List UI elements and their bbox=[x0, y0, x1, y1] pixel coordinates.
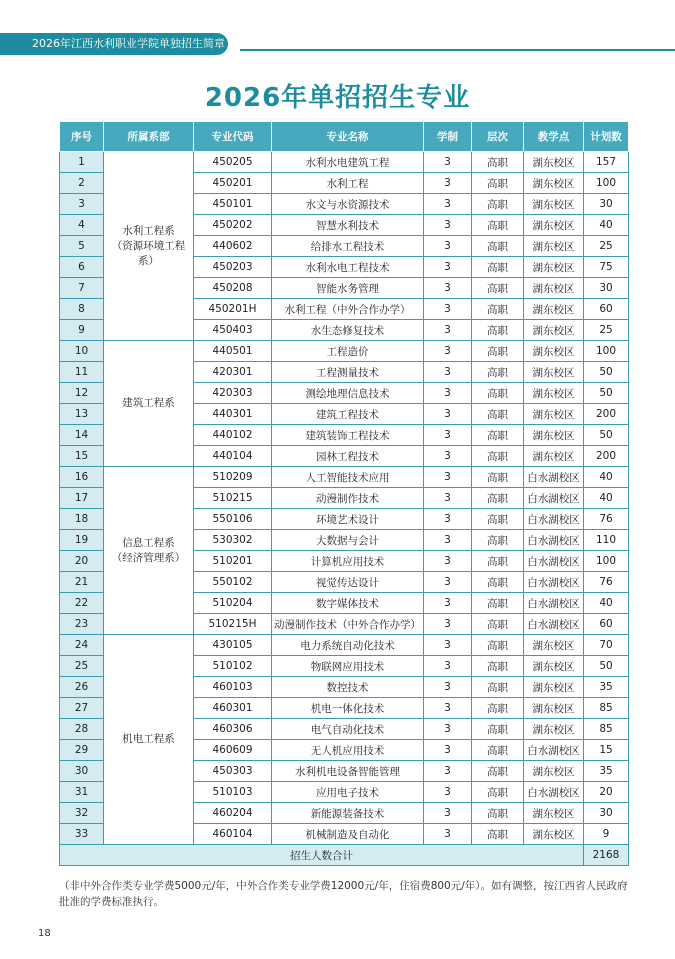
major-code: 450403 bbox=[194, 320, 272, 341]
plan-count: 9 bbox=[584, 824, 629, 845]
duration: 3 bbox=[424, 509, 472, 530]
major-code: 420301 bbox=[194, 362, 272, 383]
major-code: 460204 bbox=[194, 803, 272, 824]
row-index: 12 bbox=[60, 383, 104, 404]
major-name: 水利水电工程技术 bbox=[272, 257, 424, 278]
department-cell: 信息工程系 （经济管理系） bbox=[104, 467, 194, 635]
major-name: 测绘地理信息技术 bbox=[272, 383, 424, 404]
major-name: 建筑工程技术 bbox=[272, 404, 424, 425]
duration: 3 bbox=[424, 635, 472, 656]
duration: 3 bbox=[424, 467, 472, 488]
level: 高职 bbox=[472, 698, 524, 719]
campus: 湖东校区 bbox=[524, 362, 584, 383]
campus: 湖东校区 bbox=[524, 173, 584, 194]
major-code: 510209 bbox=[194, 467, 272, 488]
major-name: 物联网应用技术 bbox=[272, 656, 424, 677]
column-header: 教学点 bbox=[524, 122, 584, 152]
level: 高职 bbox=[472, 509, 524, 530]
major-code: 530302 bbox=[194, 530, 272, 551]
major-code: 440602 bbox=[194, 236, 272, 257]
duration: 3 bbox=[424, 572, 472, 593]
level: 高职 bbox=[472, 362, 524, 383]
major-name: 应用电子技术 bbox=[272, 782, 424, 803]
major-name: 机械制造及自动化 bbox=[272, 824, 424, 845]
major-code: 460609 bbox=[194, 740, 272, 761]
plan-count: 100 bbox=[584, 341, 629, 362]
level: 高职 bbox=[472, 530, 524, 551]
campus: 白水湖校区 bbox=[524, 530, 584, 551]
campus: 白水湖校区 bbox=[524, 488, 584, 509]
level: 高职 bbox=[472, 173, 524, 194]
level: 高职 bbox=[472, 341, 524, 362]
plan-count: 76 bbox=[584, 509, 629, 530]
department-cell: 建筑工程系 bbox=[104, 341, 194, 467]
department-cell: 机电工程系 bbox=[104, 635, 194, 845]
plan-count: 25 bbox=[584, 236, 629, 257]
level: 高职 bbox=[472, 488, 524, 509]
majors-table bbox=[59, 121, 629, 866]
row-index: 1 bbox=[60, 152, 104, 173]
campus: 白水湖校区 bbox=[524, 593, 584, 614]
duration: 3 bbox=[424, 215, 472, 236]
level: 高职 bbox=[472, 446, 524, 467]
major-code: 460104 bbox=[194, 824, 272, 845]
page-number: 18 bbox=[38, 928, 51, 939]
row-index: 22 bbox=[60, 593, 104, 614]
level: 高职 bbox=[472, 614, 524, 635]
major-name: 数控技术 bbox=[272, 677, 424, 698]
plan-count: 157 bbox=[584, 152, 629, 173]
plan-count: 200 bbox=[584, 446, 629, 467]
plan-count: 70 bbox=[584, 635, 629, 656]
major-code: 510204 bbox=[194, 593, 272, 614]
duration: 3 bbox=[424, 194, 472, 215]
plan-count: 75 bbox=[584, 257, 629, 278]
duration: 3 bbox=[424, 383, 472, 404]
page-title: 2026年单招招生专业 bbox=[204, 83, 471, 113]
major-name: 计算机应用技术 bbox=[272, 551, 424, 572]
row-index: 33 bbox=[60, 824, 104, 845]
plan-count: 50 bbox=[584, 362, 629, 383]
duration: 3 bbox=[424, 761, 472, 782]
major-name: 智能水务管理 bbox=[272, 278, 424, 299]
row-index: 9 bbox=[60, 320, 104, 341]
row-index: 28 bbox=[60, 719, 104, 740]
major-name: 无人机应用技术 bbox=[272, 740, 424, 761]
column-header: 学制 bbox=[424, 122, 472, 152]
row-index: 30 bbox=[60, 761, 104, 782]
plan-count: 100 bbox=[584, 173, 629, 194]
duration: 3 bbox=[424, 677, 472, 698]
column-header: 层次 bbox=[472, 122, 524, 152]
major-code: 420303 bbox=[194, 383, 272, 404]
plan-count: 110 bbox=[584, 530, 629, 551]
duration: 3 bbox=[424, 593, 472, 614]
major-name: 水利水电建筑工程 bbox=[272, 152, 424, 173]
campus: 湖东校区 bbox=[524, 719, 584, 740]
major-name: 大数据与会计 bbox=[272, 530, 424, 551]
major-code: 450201 bbox=[194, 173, 272, 194]
plan-count: 15 bbox=[584, 740, 629, 761]
major-code: 510201 bbox=[194, 551, 272, 572]
major-name: 园林工程技术 bbox=[272, 446, 424, 467]
major-code: 450303 bbox=[194, 761, 272, 782]
level: 高职 bbox=[472, 236, 524, 257]
major-code: 510215H bbox=[194, 614, 272, 635]
level: 高职 bbox=[472, 425, 524, 446]
row-index: 14 bbox=[60, 425, 104, 446]
column-header: 所属系部 bbox=[104, 122, 194, 152]
level: 高职 bbox=[472, 761, 524, 782]
major-name: 建筑装饰工程技术 bbox=[272, 425, 424, 446]
row-index: 24 bbox=[60, 635, 104, 656]
duration: 3 bbox=[424, 257, 472, 278]
duration: 3 bbox=[424, 530, 472, 551]
major-code: 450205 bbox=[194, 152, 272, 173]
major-name: 电力系统自动化技术 bbox=[272, 635, 424, 656]
duration: 3 bbox=[424, 341, 472, 362]
campus: 湖东校区 bbox=[524, 341, 584, 362]
duration: 3 bbox=[424, 236, 472, 257]
row-index: 13 bbox=[60, 404, 104, 425]
duration: 3 bbox=[424, 614, 472, 635]
duration: 3 bbox=[424, 404, 472, 425]
duration: 3 bbox=[424, 320, 472, 341]
table-header-row bbox=[60, 122, 629, 152]
level: 高职 bbox=[472, 215, 524, 236]
major-code: 550102 bbox=[194, 572, 272, 593]
level: 高职 bbox=[472, 677, 524, 698]
duration: 3 bbox=[424, 740, 472, 761]
plan-count: 50 bbox=[584, 656, 629, 677]
level: 高职 bbox=[472, 803, 524, 824]
row-index: 8 bbox=[60, 299, 104, 320]
major-name: 工程造价 bbox=[272, 341, 424, 362]
plan-count: 40 bbox=[584, 593, 629, 614]
major-code: 510102 bbox=[194, 656, 272, 677]
total-row bbox=[60, 845, 629, 866]
duration: 3 bbox=[424, 824, 472, 845]
campus: 湖东校区 bbox=[524, 677, 584, 698]
plan-count: 100 bbox=[584, 551, 629, 572]
row-index: 16 bbox=[60, 467, 104, 488]
campus: 湖东校区 bbox=[524, 635, 584, 656]
campus: 湖东校区 bbox=[524, 236, 584, 257]
campus: 白水湖校区 bbox=[524, 509, 584, 530]
plan-count: 25 bbox=[584, 320, 629, 341]
campus: 白水湖校区 bbox=[524, 572, 584, 593]
table-row bbox=[60, 152, 629, 173]
level: 高职 bbox=[472, 551, 524, 572]
plan-count: 50 bbox=[584, 425, 629, 446]
duration: 3 bbox=[424, 173, 472, 194]
plan-count: 35 bbox=[584, 761, 629, 782]
major-code: 440104 bbox=[194, 446, 272, 467]
row-index: 32 bbox=[60, 803, 104, 824]
major-code: 460306 bbox=[194, 719, 272, 740]
plan-count: 50 bbox=[584, 383, 629, 404]
campus: 湖东校区 bbox=[524, 446, 584, 467]
plan-count: 85 bbox=[584, 719, 629, 740]
campus: 白水湖校区 bbox=[524, 614, 584, 635]
major-code: 460301 bbox=[194, 698, 272, 719]
row-index: 17 bbox=[60, 488, 104, 509]
major-code: 440301 bbox=[194, 404, 272, 425]
header-banner bbox=[0, 33, 228, 55]
row-index: 18 bbox=[60, 509, 104, 530]
table-row bbox=[60, 467, 629, 488]
row-index: 10 bbox=[60, 341, 104, 362]
campus: 白水湖校区 bbox=[524, 740, 584, 761]
level: 高职 bbox=[472, 824, 524, 845]
campus: 湖东校区 bbox=[524, 299, 584, 320]
campus: 湖东校区 bbox=[524, 152, 584, 173]
duration: 3 bbox=[424, 719, 472, 740]
major-code: 450201H bbox=[194, 299, 272, 320]
level: 高职 bbox=[472, 656, 524, 677]
plan-count: 40 bbox=[584, 488, 629, 509]
campus: 湖东校区 bbox=[524, 698, 584, 719]
major-name: 视觉传达设计 bbox=[272, 572, 424, 593]
level: 高职 bbox=[472, 467, 524, 488]
level: 高职 bbox=[472, 278, 524, 299]
level: 高职 bbox=[472, 572, 524, 593]
plan-count: 20 bbox=[584, 782, 629, 803]
fee-note: （非中外合作类专业学费5000元/年，中外合作类专业学费12000元/年，住宿费800元/年）。如有调整，按江西省人民政府批准的学费标准执行。 bbox=[59, 880, 628, 908]
major-name: 水利机电设备智能管理 bbox=[272, 761, 424, 782]
level: 高职 bbox=[472, 740, 524, 761]
campus: 湖东校区 bbox=[524, 656, 584, 677]
major-name: 给排水工程技术 bbox=[272, 236, 424, 257]
row-index: 20 bbox=[60, 551, 104, 572]
major-name: 机电一体化技术 bbox=[272, 698, 424, 719]
level: 高职 bbox=[472, 782, 524, 803]
row-index: 15 bbox=[60, 446, 104, 467]
major-name: 水利工程（中外合作办学） bbox=[272, 299, 424, 320]
campus: 湖东校区 bbox=[524, 278, 584, 299]
major-name: 工程测量技术 bbox=[272, 362, 424, 383]
column-header: 专业名称 bbox=[272, 122, 424, 152]
major-name: 动漫制作技术（中外合作办学） bbox=[272, 614, 424, 635]
plan-count: 35 bbox=[584, 677, 629, 698]
level: 高职 bbox=[472, 320, 524, 341]
row-index: 19 bbox=[60, 530, 104, 551]
column-header: 计划数 bbox=[584, 122, 629, 152]
major-code: 510215 bbox=[194, 488, 272, 509]
campus: 湖东校区 bbox=[524, 425, 584, 446]
campus: 湖东校区 bbox=[524, 320, 584, 341]
duration: 3 bbox=[424, 803, 472, 824]
duration: 3 bbox=[424, 152, 472, 173]
row-index: 25 bbox=[60, 656, 104, 677]
duration: 3 bbox=[424, 782, 472, 803]
row-index: 3 bbox=[60, 194, 104, 215]
total-value: 2168 bbox=[584, 845, 629, 866]
table-body bbox=[60, 152, 629, 866]
row-index: 23 bbox=[60, 614, 104, 635]
plan-count: 30 bbox=[584, 194, 629, 215]
major-code: 450101 bbox=[194, 194, 272, 215]
major-name: 水生态修复技术 bbox=[272, 320, 424, 341]
plan-count: 85 bbox=[584, 698, 629, 719]
major-name: 电气自动化技术 bbox=[272, 719, 424, 740]
row-index: 5 bbox=[60, 236, 104, 257]
campus: 湖东校区 bbox=[524, 824, 584, 845]
plan-count: 30 bbox=[584, 278, 629, 299]
row-index: 4 bbox=[60, 215, 104, 236]
major-code: 510103 bbox=[194, 782, 272, 803]
column-header: 专业代码 bbox=[194, 122, 272, 152]
campus: 湖东校区 bbox=[524, 215, 584, 236]
row-index: 31 bbox=[60, 782, 104, 803]
duration: 3 bbox=[424, 362, 472, 383]
plan-count: 60 bbox=[584, 299, 629, 320]
level: 高职 bbox=[472, 635, 524, 656]
row-index: 29 bbox=[60, 740, 104, 761]
level: 高职 bbox=[472, 152, 524, 173]
major-name: 新能源装备技术 bbox=[272, 803, 424, 824]
major-name: 智慧水利技术 bbox=[272, 215, 424, 236]
major-code: 430105 bbox=[194, 635, 272, 656]
header-rule bbox=[240, 49, 675, 51]
campus: 湖东校区 bbox=[524, 194, 584, 215]
row-index: 6 bbox=[60, 257, 104, 278]
total-label: 招生人数合计 bbox=[60, 845, 584, 866]
duration: 3 bbox=[424, 698, 472, 719]
major-name: 数字媒体技术 bbox=[272, 593, 424, 614]
plan-count: 60 bbox=[584, 614, 629, 635]
campus: 白水湖校区 bbox=[524, 551, 584, 572]
duration: 3 bbox=[424, 488, 472, 509]
plan-count: 40 bbox=[584, 215, 629, 236]
duration: 3 bbox=[424, 656, 472, 677]
row-index: 2 bbox=[60, 173, 104, 194]
level: 高职 bbox=[472, 404, 524, 425]
major-code: 550106 bbox=[194, 509, 272, 530]
duration: 3 bbox=[424, 278, 472, 299]
major-name: 环境艺术设计 bbox=[272, 509, 424, 530]
row-index: 26 bbox=[60, 677, 104, 698]
major-code: 440102 bbox=[194, 425, 272, 446]
plan-count: 30 bbox=[584, 803, 629, 824]
level: 高职 bbox=[472, 194, 524, 215]
duration: 3 bbox=[424, 551, 472, 572]
major-name: 水利工程 bbox=[272, 173, 424, 194]
duration: 3 bbox=[424, 425, 472, 446]
major-name: 人工智能技术应用 bbox=[272, 467, 424, 488]
level: 高职 bbox=[472, 383, 524, 404]
plan-count: 200 bbox=[584, 404, 629, 425]
row-index: 27 bbox=[60, 698, 104, 719]
campus: 湖东校区 bbox=[524, 383, 584, 404]
level: 高职 bbox=[472, 257, 524, 278]
campus: 湖东校区 bbox=[524, 404, 584, 425]
row-index: 21 bbox=[60, 572, 104, 593]
duration: 3 bbox=[424, 299, 472, 320]
campus: 白水湖校区 bbox=[524, 782, 584, 803]
column-header: 序号 bbox=[60, 122, 104, 152]
level: 高职 bbox=[472, 719, 524, 740]
level: 高职 bbox=[472, 299, 524, 320]
table-row bbox=[60, 341, 629, 362]
table-row bbox=[60, 635, 629, 656]
major-code: 460103 bbox=[194, 677, 272, 698]
major-code: 450203 bbox=[194, 257, 272, 278]
level: 高职 bbox=[472, 593, 524, 614]
plan-count: 40 bbox=[584, 467, 629, 488]
campus: 湖东校区 bbox=[524, 257, 584, 278]
major-code: 450202 bbox=[194, 215, 272, 236]
banner-text: 2026年江西水利职业学院单独招生简章 bbox=[32, 37, 225, 50]
row-index: 11 bbox=[60, 362, 104, 383]
major-code: 450208 bbox=[194, 278, 272, 299]
major-name: 动漫制作技术 bbox=[272, 488, 424, 509]
duration: 3 bbox=[424, 446, 472, 467]
campus: 湖东校区 bbox=[524, 761, 584, 782]
row-index: 7 bbox=[60, 278, 104, 299]
plan-count: 76 bbox=[584, 572, 629, 593]
campus: 白水湖校区 bbox=[524, 467, 584, 488]
major-name: 水文与水资源技术 bbox=[272, 194, 424, 215]
campus: 湖东校区 bbox=[524, 803, 584, 824]
department-cell: 水利工程系 （资源环境工程系） bbox=[104, 152, 194, 341]
major-code: 440501 bbox=[194, 341, 272, 362]
